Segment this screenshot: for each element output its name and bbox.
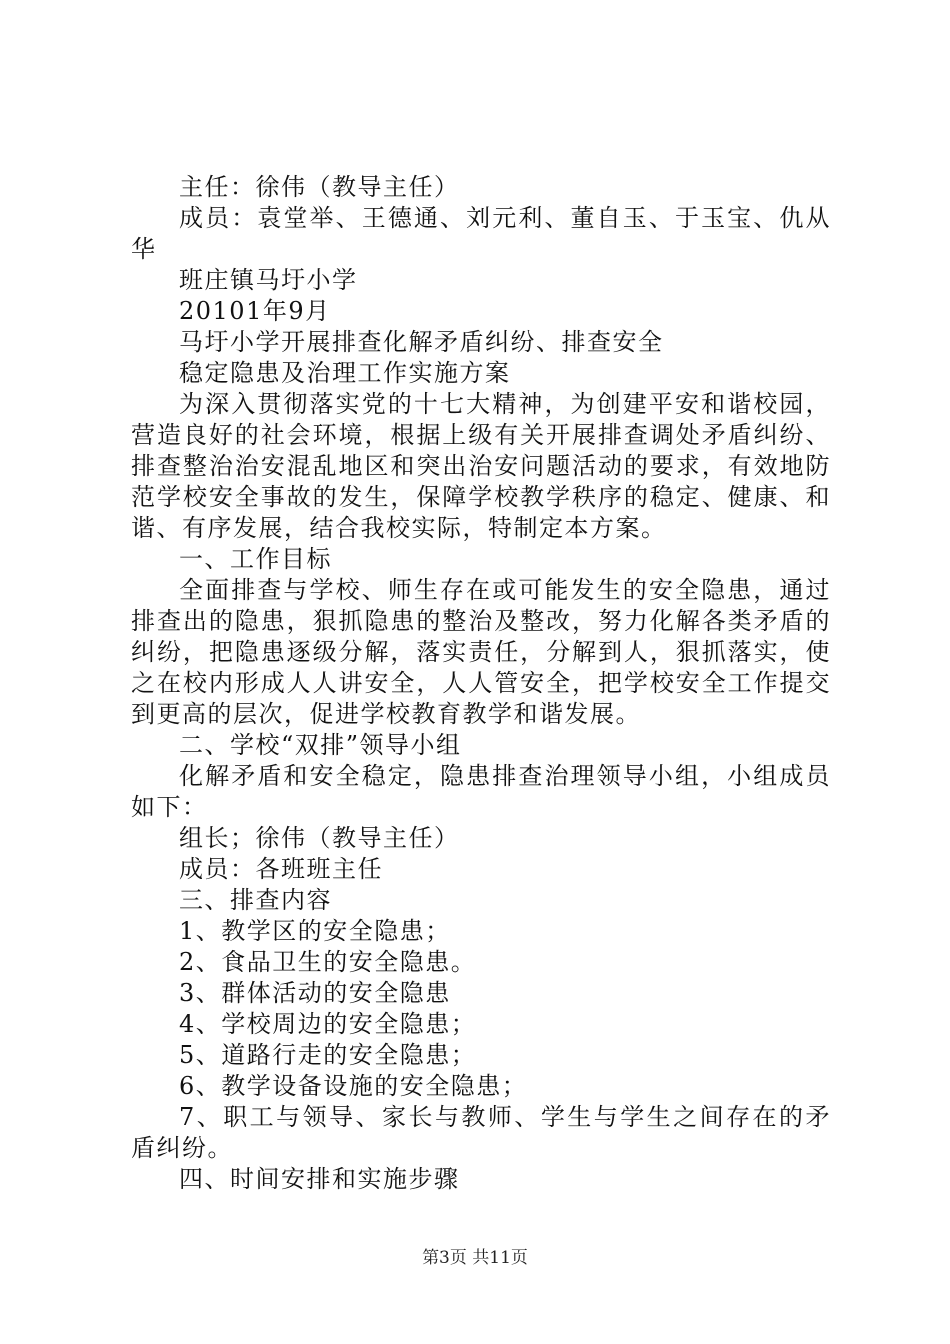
list-item: 7、职工与领导、家长与教师、学生与学生之间存在的矛盾纠纷。 xyxy=(131,1103,831,1162)
list-item: 2、食品卫生的安全隐患。 xyxy=(179,948,477,976)
group-leader-line: 组长；徐伟（教导主任） xyxy=(179,824,460,852)
group-members-line: 成员：各班班主任 xyxy=(179,855,383,883)
plan-title-line-2: 稳定隐患及治理工作实施方案 xyxy=(179,359,511,387)
goals-paragraph: 全面排查与学校、师生存在或可能发生的安全隐患，通过排查出的隐患，狠抓隐患的整治及整改，努力化解各类矛盾的纠纷，把隐患逐级分解，落实责任，分解到人，狠抓落实，使之在校内形成人人讲安全，人人管安全，把学校安全工作提交到更高的层次，促进学校教育教学和谐发展。 xyxy=(131,576,831,728)
school-name: 班庄镇马圩小学 xyxy=(179,266,358,294)
section-heading-1: 一、工作目标 xyxy=(179,545,332,573)
section-heading-2: 二、学校“双排”领导小组 xyxy=(179,731,462,759)
page-number: 第3页 共11页 xyxy=(422,1248,528,1268)
list-item: 1、教学区的安全隐患； xyxy=(179,917,451,945)
director-line: 主任：徐伟（教导主任） xyxy=(179,173,460,201)
document-date: 20101年9月 xyxy=(179,297,331,325)
members-line: 成员：袁堂举、王德通、刘元利、董自玉、于玉宝、仇从华 xyxy=(131,204,831,263)
list-item: 5、道路行走的安全隐患； xyxy=(179,1041,477,1069)
document-body xyxy=(131,172,831,1195)
group-intro-paragraph: 化解矛盾和安全稳定，隐患排查治理领导小组，小组成员如下： xyxy=(131,762,831,821)
section-heading-4: 四、时间安排和实施步骤 xyxy=(179,1165,460,1193)
list-item: 3、群体活动的安全隐患 xyxy=(179,979,451,1007)
plan-title-line-1: 马圩小学开展排查化解矛盾纠纷、排查安全 xyxy=(179,328,664,356)
intro-paragraph: 为深入贯彻落实党的十七大精神，为创建平安和谐校园，营造良好的社会环境，根据上级有关开展排查调处矛盾纠纷、排查整治治安混乱地区和突出治安问题活动的要求，有效地防范学校安全事故的发生，保障学校教学秩序的稳定、健康、和谐、有序发展，结合我校实际，特制定本方案。 xyxy=(131,390,831,542)
list-item: 6、教学设备设施的安全隐患； xyxy=(179,1072,528,1100)
section-heading-3: 三、排查内容 xyxy=(179,886,332,914)
list-item: 4、学校周边的安全隐患； xyxy=(179,1010,477,1038)
